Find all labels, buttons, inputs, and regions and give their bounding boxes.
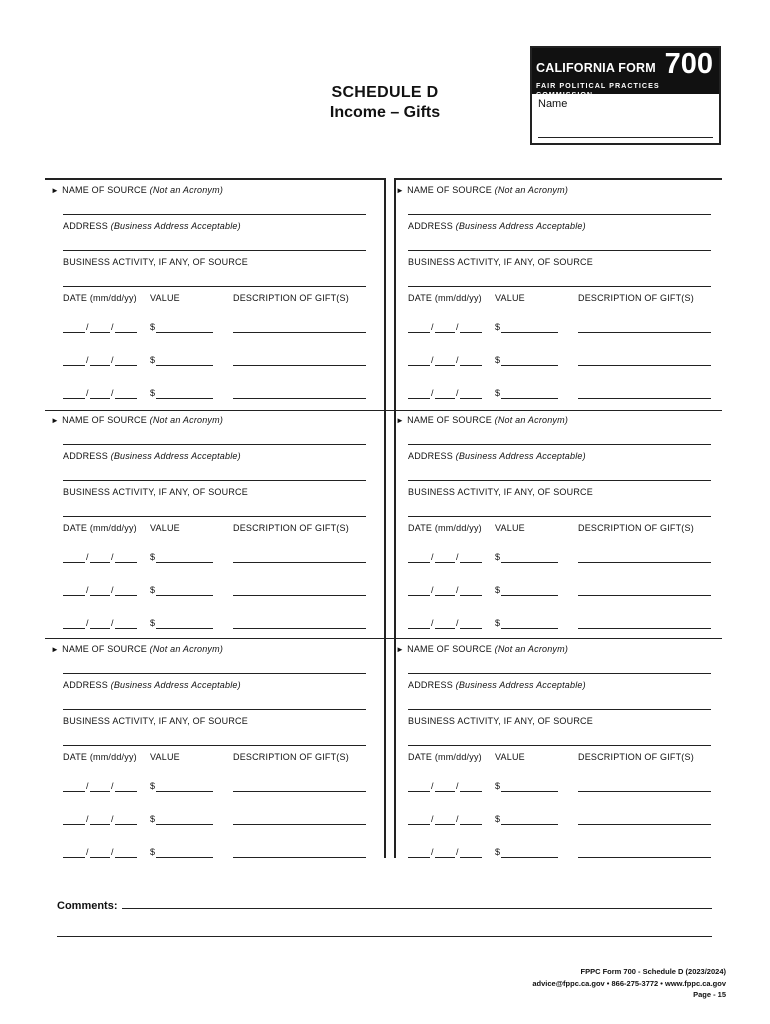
name-field[interactable]: [538, 137, 713, 138]
date-day-field[interactable]: [90, 398, 110, 399]
date-slash: /: [111, 781, 114, 791]
dollar-sign: $: [150, 388, 156, 398]
dollar-sign: $: [150, 322, 156, 332]
date-header: DATE (mm/dd/yy): [63, 523, 137, 533]
date-header: DATE (mm/dd/yy): [63, 293, 137, 303]
date-slash: /: [456, 388, 459, 398]
dollar-sign: $: [150, 585, 156, 595]
description-field[interactable]: [578, 595, 711, 596]
date-slash: /: [86, 355, 89, 365]
date-slash: /: [456, 552, 459, 562]
date-slash: /: [456, 585, 459, 595]
date-slash: /: [111, 322, 114, 332]
description-header: DESCRIPTION OF GIFT(S): [233, 293, 349, 303]
address-field[interactable]: [408, 480, 711, 481]
date-month-field[interactable]: [63, 824, 85, 825]
date-slash: /: [431, 552, 434, 562]
value-header: VALUE: [150, 523, 180, 533]
date-year-field[interactable]: [115, 791, 137, 792]
date-slash: /: [431, 322, 434, 332]
date-slash: /: [431, 618, 434, 628]
value-field[interactable]: [156, 857, 213, 858]
date-month-field[interactable]: [408, 857, 430, 858]
business-activity-label: BUSINESS ACTIVITY, IF ANY, OF SOURCE: [63, 257, 248, 267]
description-field[interactable]: [578, 824, 711, 825]
value-field[interactable]: [156, 562, 213, 563]
date-slash: /: [456, 781, 459, 791]
date-day-field[interactable]: [90, 628, 110, 629]
date-slash: /: [111, 814, 114, 824]
address-label: ADDRESS (Business Address Acceptable): [63, 680, 241, 690]
date-year-field[interactable]: [115, 398, 137, 399]
date-slash: /: [86, 322, 89, 332]
date-slash: /: [456, 355, 459, 365]
date-month-field[interactable]: [408, 628, 430, 629]
dollar-sign: $: [150, 552, 156, 562]
date-day-field[interactable]: [435, 332, 455, 333]
footer-form-id: FPPC Form 700 - Schedule D (2023/2024): [580, 967, 726, 976]
date-day-field[interactable]: [435, 857, 455, 858]
value-header: VALUE: [150, 293, 180, 303]
date-year-field[interactable]: [115, 628, 137, 629]
date-slash: /: [111, 585, 114, 595]
comments-field-continued[interactable]: [57, 936, 712, 937]
date-slash: /: [456, 618, 459, 628]
date-year-field[interactable]: [460, 332, 482, 333]
date-slash: /: [431, 355, 434, 365]
date-header: DATE (mm/dd/yy): [408, 293, 482, 303]
value-field[interactable]: [501, 595, 558, 596]
date-day-field[interactable]: [90, 857, 110, 858]
dollar-sign: $: [495, 355, 501, 365]
name-of-source-label: ► NAME OF SOURCE (Not an Acronym): [51, 185, 224, 195]
name-of-source-field[interactable]: [408, 444, 711, 445]
name-of-source-label: ► NAME OF SOURCE (Not an Acronym): [396, 415, 569, 425]
description-field[interactable]: [233, 824, 366, 825]
date-month-field[interactable]: [408, 824, 430, 825]
california-form-label: CALIFORNIA FORM: [536, 61, 656, 75]
grid-left-vertical: [384, 178, 386, 858]
description-field[interactable]: [233, 562, 366, 563]
dollar-sign: $: [495, 618, 501, 628]
date-month-field[interactable]: [63, 365, 85, 366]
name-of-source-field[interactable]: [408, 214, 711, 215]
date-day-field[interactable]: [435, 791, 455, 792]
date-day-field[interactable]: [435, 595, 455, 596]
description-field[interactable]: [233, 398, 366, 399]
dollar-sign: $: [150, 814, 156, 824]
date-month-field[interactable]: [63, 332, 85, 333]
date-year-field[interactable]: [460, 595, 482, 596]
date-year-field[interactable]: [460, 365, 482, 366]
date-day-field[interactable]: [90, 332, 110, 333]
page-footer: [532, 966, 726, 1001]
date-year-field[interactable]: [115, 857, 137, 858]
date-day-field[interactable]: [90, 595, 110, 596]
business-activity-field[interactable]: [63, 286, 366, 287]
date-year-field[interactable]: [115, 595, 137, 596]
date-slash: /: [431, 781, 434, 791]
value-field[interactable]: [156, 365, 213, 366]
business-activity-label: BUSINESS ACTIVITY, IF ANY, OF SOURCE: [408, 716, 593, 726]
date-slash: /: [86, 388, 89, 398]
date-slash: /: [86, 847, 89, 857]
date-header: DATE (mm/dd/yy): [408, 752, 482, 762]
value-field[interactable]: [501, 824, 558, 825]
business-activity-field[interactable]: [63, 745, 366, 746]
date-month-field[interactable]: [408, 398, 430, 399]
value-field[interactable]: [156, 628, 213, 629]
address-label: ADDRESS (Business Address Acceptable): [63, 221, 241, 231]
description-field[interactable]: [578, 791, 711, 792]
address-label: ADDRESS (Business Address Acceptable): [408, 680, 586, 690]
date-day-field[interactable]: [435, 628, 455, 629]
name-of-source-field[interactable]: [408, 673, 711, 674]
source-block: [396, 414, 726, 640]
date-year-field[interactable]: [460, 398, 482, 399]
description-field[interactable]: [233, 857, 366, 858]
name-of-source-label: ► NAME OF SOURCE (Not an Acronym): [51, 644, 224, 654]
comments-label: Comments:: [57, 900, 118, 912]
arrow-icon: ►: [51, 416, 60, 425]
value-field[interactable]: [501, 398, 558, 399]
address-field[interactable]: [63, 480, 366, 481]
date-slash: /: [111, 618, 114, 628]
name-of-source-field[interactable]: [63, 673, 366, 674]
date-slash: /: [111, 552, 114, 562]
value-header: VALUE: [495, 293, 525, 303]
source-block: [396, 643, 726, 869]
dollar-sign: $: [150, 618, 156, 628]
schedule-subtitle: Income – Gifts: [329, 104, 441, 121]
value-header: VALUE: [495, 752, 525, 762]
date-year-field[interactable]: [460, 628, 482, 629]
date-year-field[interactable]: [460, 562, 482, 563]
description-header: DESCRIPTION OF GIFT(S): [578, 752, 694, 762]
grid-row2-divider: [45, 410, 722, 411]
date-month-field[interactable]: [63, 398, 85, 399]
date-slash: /: [431, 847, 434, 857]
date-month-field[interactable]: [408, 791, 430, 792]
commission-label: FAIR POLITICAL PRACTICES COMMISSION: [536, 81, 660, 99]
name-of-source-field[interactable]: [63, 214, 366, 215]
date-slash: /: [86, 814, 89, 824]
date-slash: /: [111, 847, 114, 857]
source-block: [51, 414, 381, 640]
date-month-field[interactable]: [63, 791, 85, 792]
value-field[interactable]: [501, 332, 558, 333]
arrow-icon: ►: [51, 645, 60, 654]
arrow-icon: ►: [396, 645, 405, 654]
dollar-sign: $: [495, 814, 501, 824]
grid-top-left-divider: [45, 178, 385, 180]
date-month-field[interactable]: [63, 595, 85, 596]
business-activity-field[interactable]: [63, 516, 366, 517]
date-slash: /: [431, 585, 434, 595]
address-field[interactable]: [408, 250, 711, 251]
date-year-field[interactable]: [115, 365, 137, 366]
dollar-sign: $: [495, 322, 501, 332]
date-day-field[interactable]: [90, 365, 110, 366]
value-field[interactable]: [156, 791, 213, 792]
description-field[interactable]: [578, 365, 711, 366]
business-activity-label: BUSINESS ACTIVITY, IF ANY, OF SOURCE: [408, 257, 593, 267]
footer-page-number: Page - 15: [693, 990, 726, 999]
form-number: 700: [664, 48, 713, 80]
dollar-sign: $: [495, 388, 501, 398]
date-slash: /: [111, 355, 114, 365]
arrow-icon: ►: [396, 186, 405, 195]
value-field[interactable]: [156, 332, 213, 333]
date-day-field[interactable]: [435, 824, 455, 825]
schedule-label: SCHEDULE D: [331, 84, 439, 101]
address-field[interactable]: [63, 250, 366, 251]
source-block: [396, 184, 726, 410]
description-field[interactable]: [578, 562, 711, 563]
date-slash: /: [86, 781, 89, 791]
arrow-icon: ►: [396, 416, 405, 425]
business-activity-label: BUSINESS ACTIVITY, IF ANY, OF SOURCE: [408, 487, 593, 497]
date-day-field[interactable]: [90, 562, 110, 563]
value-field[interactable]: [156, 595, 213, 596]
description-field[interactable]: [233, 595, 366, 596]
value-field[interactable]: [501, 791, 558, 792]
description-header: DESCRIPTION OF GIFT(S): [233, 523, 349, 533]
date-year-field[interactable]: [460, 824, 482, 825]
description-header: DESCRIPTION OF GIFT(S): [578, 293, 694, 303]
date-month-field[interactable]: [408, 365, 430, 366]
description-field[interactable]: [233, 791, 366, 792]
value-field[interactable]: [501, 628, 558, 629]
source-block: [51, 643, 381, 869]
name-of-source-field[interactable]: [63, 444, 366, 445]
address-field[interactable]: [408, 709, 711, 710]
description-field[interactable]: [578, 398, 711, 399]
value-field[interactable]: [501, 857, 558, 858]
date-year-field[interactable]: [115, 562, 137, 563]
date-day-field[interactable]: [435, 365, 455, 366]
dollar-sign: $: [495, 781, 501, 791]
value-header: VALUE: [150, 752, 180, 762]
grid-top-right-divider: [394, 178, 722, 180]
value-field[interactable]: [501, 365, 558, 366]
name-of-source-label: ► NAME OF SOURCE (Not an Acronym): [396, 185, 569, 195]
comments-field[interactable]: [122, 908, 712, 909]
date-slash: /: [431, 388, 434, 398]
date-slash: /: [86, 618, 89, 628]
description-header: DESCRIPTION OF GIFT(S): [578, 523, 694, 533]
business-activity-label: BUSINESS ACTIVITY, IF ANY, OF SOURCE: [63, 716, 248, 726]
form-id-header: [532, 48, 719, 99]
date-month-field[interactable]: [408, 332, 430, 333]
date-month-field[interactable]: [408, 595, 430, 596]
dollar-sign: $: [495, 552, 501, 562]
source-block: [51, 184, 381, 410]
business-activity-label: BUSINESS ACTIVITY, IF ANY, OF SOURCE: [63, 487, 248, 497]
date-day-field[interactable]: [435, 562, 455, 563]
value-header: VALUE: [495, 523, 525, 533]
address-label: ADDRESS (Business Address Acceptable): [408, 221, 586, 231]
dollar-sign: $: [495, 847, 501, 857]
description-field[interactable]: [578, 857, 711, 858]
business-activity-field[interactable]: [408, 516, 711, 517]
date-month-field[interactable]: [63, 628, 85, 629]
name-of-source-label: ► NAME OF SOURCE (Not an Acronym): [396, 644, 569, 654]
description-field[interactable]: [233, 628, 366, 629]
date-slash: /: [431, 814, 434, 824]
date-header: DATE (mm/dd/yy): [63, 752, 137, 762]
value-field[interactable]: [156, 824, 213, 825]
business-activity-field[interactable]: [408, 286, 711, 287]
value-field[interactable]: [501, 562, 558, 563]
business-activity-field[interactable]: [408, 745, 711, 746]
date-slash: /: [456, 814, 459, 824]
description-field[interactable]: [233, 332, 366, 333]
dollar-sign: $: [150, 781, 156, 791]
arrow-icon: ►: [51, 186, 60, 195]
date-year-field[interactable]: [115, 824, 137, 825]
value-field[interactable]: [156, 398, 213, 399]
date-slash: /: [86, 552, 89, 562]
date-slash: /: [456, 847, 459, 857]
name-of-source-label: ► NAME OF SOURCE (Not an Acronym): [51, 415, 224, 425]
dollar-sign: $: [150, 847, 156, 857]
description-field[interactable]: [233, 365, 366, 366]
dollar-sign: $: [150, 355, 156, 365]
description-field[interactable]: [578, 332, 711, 333]
footer-contact: advice@fppc.ca.gov • 866-275-3772 • www.fppc.ca.gov: [532, 978, 726, 988]
form-id-box: [530, 46, 721, 145]
description-header: DESCRIPTION OF GIFT(S): [233, 752, 349, 762]
date-month-field[interactable]: [63, 562, 85, 563]
name-label: Name: [538, 98, 568, 110]
date-day-field[interactable]: [90, 824, 110, 825]
date-slash: /: [111, 388, 114, 398]
address-label: ADDRESS (Business Address Acceptable): [408, 451, 586, 461]
address-field[interactable]: [63, 709, 366, 710]
schedule-title: [300, 84, 470, 122]
date-slash: /: [86, 585, 89, 595]
date-month-field[interactable]: [63, 857, 85, 858]
date-year-field[interactable]: [460, 791, 482, 792]
date-day-field[interactable]: [435, 398, 455, 399]
description-field[interactable]: [578, 628, 711, 629]
date-header: DATE (mm/dd/yy): [408, 523, 482, 533]
date-month-field[interactable]: [408, 562, 430, 563]
address-label: ADDRESS (Business Address Acceptable): [63, 451, 241, 461]
date-year-field[interactable]: [460, 857, 482, 858]
dollar-sign: $: [495, 585, 501, 595]
date-day-field[interactable]: [90, 791, 110, 792]
date-year-field[interactable]: [115, 332, 137, 333]
date-slash: /: [456, 322, 459, 332]
